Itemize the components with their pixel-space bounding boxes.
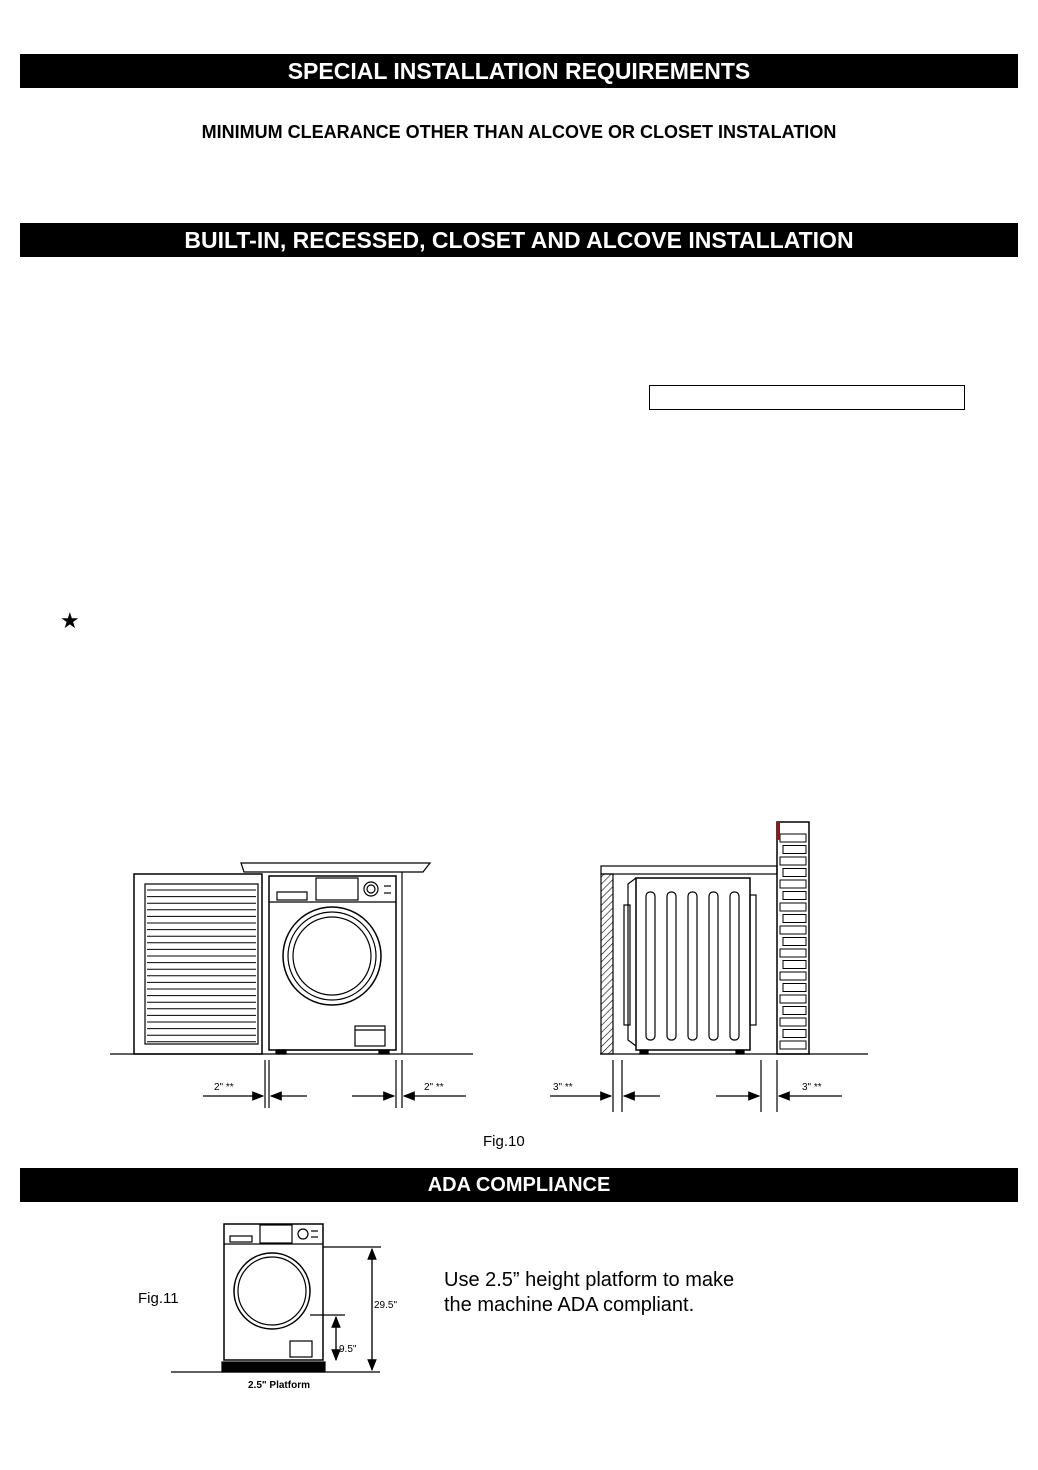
front-left-clearance-label: 2" ** [214,1082,234,1093]
side-panel-rib [730,892,739,1040]
built-in-installation-header: BUILT-IN, RECESSED, CLOSET AND ALCOVE INSTALLATION [20,223,1018,257]
brick [783,938,806,946]
fig11-caption: Fig.11 [138,1290,179,1307]
brick [780,995,806,1003]
side-panel-rib [667,892,676,1040]
brick [780,857,806,865]
side-panel-rib [688,892,697,1040]
fig10-side-view [550,822,868,1112]
fig10-front-view [110,863,473,1108]
brick [780,949,806,957]
star-icon: ★ [60,608,80,633]
brick [783,961,806,969]
brick [780,972,806,980]
brick [780,1018,806,1026]
brick [783,915,806,923]
side-panel-rib [646,892,655,1040]
brick [780,903,806,911]
fig10-caption: Fig.10 [483,1133,525,1150]
brick [783,869,806,877]
brick [783,1007,806,1015]
brick [780,1041,806,1049]
brick [780,926,806,934]
front-right-clearance-label: 2" ** [424,1082,444,1093]
side-right-clearance-label: 3" ** [802,1082,822,1093]
ada-text-line-2: the machine ADA compliant. [444,1294,695,1316]
brick [780,834,806,842]
brick [783,984,806,992]
platform-label: 2.5" Platform [248,1380,310,1391]
special-installation-header: SPECIAL INSTALLATION REQUIREMENTS [20,54,1018,88]
brick [783,846,806,854]
ada-compliance-header: ADA COMPLIANCE [20,1168,1018,1202]
side-panel-rib [709,892,718,1040]
brick [783,892,806,900]
height-total-label: 29.5" [374,1300,398,1311]
ada-text-line-1: Use 2.5” height platform to make [444,1269,735,1291]
brick [780,880,806,888]
minimum-clearance-subheading: MINIMUM CLEARANCE OTHER THAN ALCOVE OR CLOSET INSTALATION [201,122,837,142]
brick-accent [777,822,780,840]
ada-instruction-text [444,1268,734,1318]
side-left-clearance-label: 3" ** [553,1082,573,1093]
height-door-label: 9.5" [339,1344,357,1355]
brick [783,1030,806,1038]
